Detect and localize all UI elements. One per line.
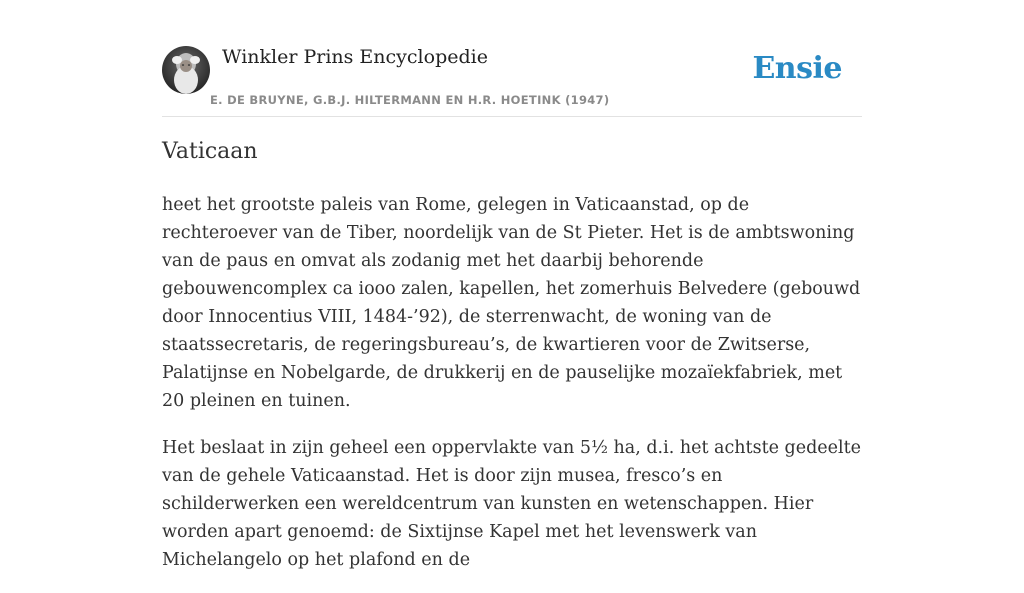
ensie-logo[interactable]: Ensie: [752, 51, 842, 86]
authors-line: E. DE BRUYNE, G.B.J. HILTERMANN EN H.R. HOETINK (1947): [210, 93, 610, 107]
paragraph: Het beslaat in zijn geheel een oppervlakte van 5½ ha, d.i. het achtste gedeelte van de gehele Vaticaanstad. Het is door zijn musea, fresco’s en schilderwerken een wereldcentrum van kunsten en wetenschappen. Hier worden apart genoemd: de Sixtijnse Kapel met het levenswerk van Michelangelo op het plafond en de: [162, 438, 861, 570]
author-portrait-icon[interactable]: [162, 46, 210, 94]
article-page: [162, 0, 862, 570]
paragraph: heet het grootste paleis van Rome, gelegen in Vaticaanstad, op de rechteroever van de Tiber, noordelijk van de St Pieter. Het is de ambtswoning van de paus en omvat als zodanig met het daarbij behorende gebouwencomplex ca iooo zalen, kapellen, het zomerhuis Belvedere (gebouwd door Innocentius VIII, 1484-’92), de sterrenwacht, de woning van de staatssecretaris, de regeringsbureau’s, de kwartieren voor de Zwitserse, Palatijnse en Nobelgarde, de drukkerij en de pauselijke mozaïekfabriek, met 20 pleinen en tuinen.: [162, 195, 861, 411]
entry-body: [162, 191, 862, 593]
entry-title: Vaticaan: [162, 139, 258, 164]
header: [162, 0, 862, 117]
book-title[interactable]: Winkler Prins Encyclopedie: [222, 46, 488, 68]
